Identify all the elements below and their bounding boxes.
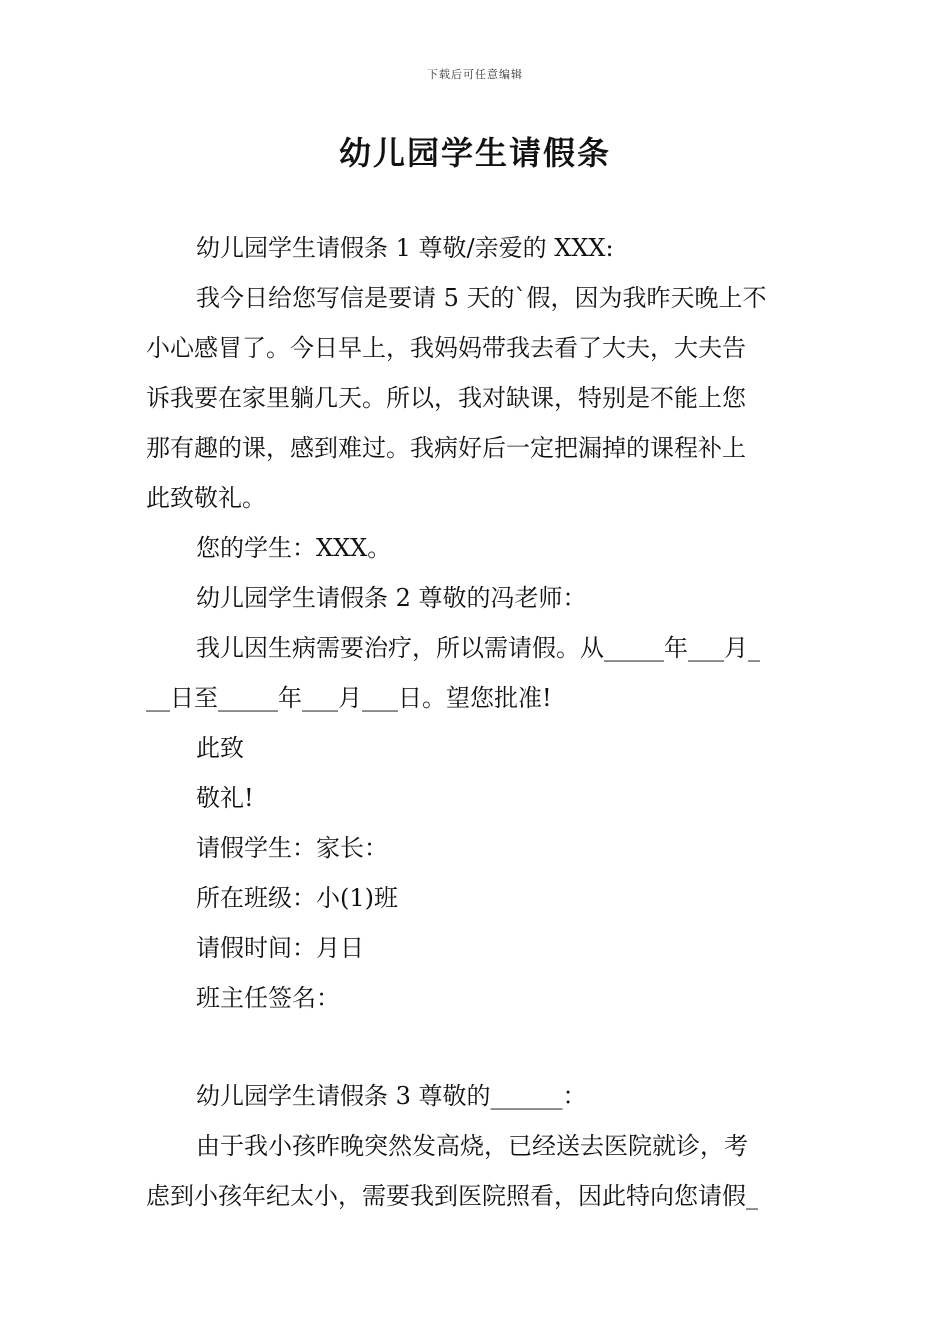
document-title: 幼儿园学生请假条 — [338, 134, 611, 172]
form-field-line: 请假学生：家长： — [196, 834, 388, 862]
document-body — [146, 226, 806, 1224]
paragraph-line: 由于我小孩昨晚突然发高烧，已经送去医院就诊，考 — [196, 1132, 748, 1160]
section-heading: 幼儿园学生请假条 3 尊敬的______： — [196, 1082, 587, 1110]
form-field-line: 所在班级：小(1)班 — [196, 884, 398, 912]
section-gap — [146, 1026, 806, 1074]
paragraph-line: 此致敬礼。 — [146, 484, 266, 512]
header-note: 下载后可任意编辑 — [427, 68, 523, 81]
paragraph-line: 幼儿园学生请假条 1 尊敬/亲爱的 XXX: — [196, 234, 614, 262]
signature-line: 您的学生：XXX。 — [196, 534, 392, 562]
closing-line: 敬礼! — [196, 784, 254, 812]
paragraph-line: __日至_____年___月___日。望您批准! — [146, 684, 552, 712]
paragraph-line: 小心感冒了。今日早上，我妈妈带我去看了大夫，大夫告 — [146, 334, 746, 362]
paragraph-line: 我儿因生病需要治疗，所以需请假。从_____年___月_ — [196, 634, 760, 662]
paragraph-line: 诉我要在家里躺几天。所以，我对缺课，特别是不能上您 — [146, 384, 746, 412]
paragraph-line: 那有趣的课，感到难过。我病好后一定把漏掉的课程补上 — [146, 434, 746, 462]
form-field-line: 班主任签名： — [196, 984, 340, 1012]
closing-line: 此致 — [196, 734, 244, 762]
paragraph-line: 我今日给您写信是要请 5 天的`假，因为我昨天晚上不 — [196, 284, 767, 312]
section-heading: 幼儿园学生请假条 2 尊敬的冯老师： — [196, 584, 587, 612]
paragraph-line: 虑到小孩年纪太小，需要我到医院照看，因此特向您请假_ — [146, 1182, 758, 1210]
form-field-line: 请假时间：月日 — [196, 934, 364, 962]
